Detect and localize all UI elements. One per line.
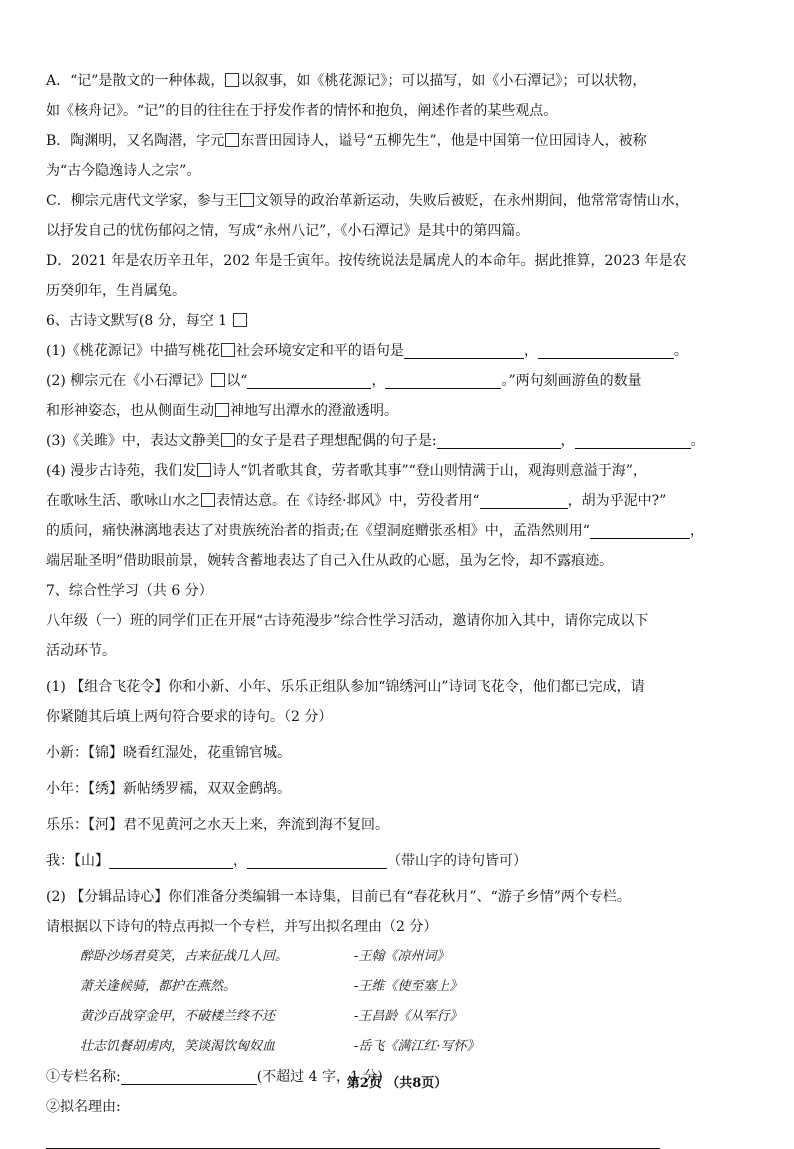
feihua-me: 我：【山】 ， （带山字的诗句皆可）	[46, 846, 754, 876]
feihua-xiaoxin: 小新：【锦】晓看红湿处，花重锦官城。	[46, 745, 291, 761]
q6-item-2: (2) 柳宗元在《小石潭记》 以“ ， 。”两句刻画游鱼的数量	[46, 366, 754, 396]
page-content	[46, 66, 754, 1149]
illegible-char	[225, 73, 239, 87]
answer-blank[interactable]	[575, 430, 691, 449]
illegible-char	[240, 193, 254, 207]
column-name-row: ①专栏名称: (不超过 4 字，1 分)	[46, 1062, 754, 1092]
illegible-char	[221, 343, 235, 357]
answer-blank[interactable]	[247, 370, 371, 389]
q6-item-4-cont-1: 在歌咏生活、歌咏山水之 表情达意。在《诗经·邶风》中，劳役者用“ ，胡为乎泥中?”	[46, 486, 754, 516]
option-b-cont: 为“古今隐逸诗人之宗”。	[46, 163, 201, 179]
answer-blank[interactable]	[247, 850, 387, 869]
option-a: A．“记”是散文的一种体裁， 以叙事，如《桃花源记》；可以描写，如《小石潭记》；可以状物，	[46, 73, 647, 89]
poem-line: 黄沙百战穿金甲，不破楼兰终不还 -王昌龄《从军行》	[80, 1009, 463, 1024]
illegible-char	[197, 463, 211, 477]
q6-item-4: (4) 漫步古诗苑，我们发 诗人“饥者歌其食，劳者歌其事”“登山则情满于山，观海则意溢于海”，	[46, 463, 647, 479]
q7-sub-1: (1) 【组合飞花令】你和小新、小年、乐乐正组队参加“锦绣河山”诗词飞花令，他们都已完成，请	[46, 679, 645, 695]
option-d-cont: 历癸卯年，生肖属兔。	[46, 283, 186, 299]
option-a-cont: 如《核舟记》。“记”的目的往往在于抒发作者的情怀和抱负，阐述作者的某些观点。	[46, 103, 558, 119]
feihua-xiaonian: 小年：【绣】新帖绣罗襦，双双金鹧鸪。	[46, 781, 291, 797]
q7-sub-2: (2) 【分辑品诗心】你们准备分类编辑一本诗集，目前已有“春花秋月”、“游子乡情”两个专栏。	[46, 889, 631, 905]
answer-blank[interactable]	[404, 340, 524, 359]
q7-title: 7、综合性学习（共 6 分）	[46, 583, 213, 599]
answer-blank[interactable]	[590, 520, 690, 539]
illegible-char	[221, 433, 235, 447]
feihua-lele: 乐乐：【河】君不见黄河之水天上来，奔流到海不复回。	[46, 817, 389, 833]
illegible-char	[225, 133, 239, 147]
q7-intro-cont: 活动环节。	[46, 643, 116, 659]
option-d: D．2021 年是农历辛丑年，202 年是壬寅年。按传统说法是属虎人的本命年。据此推算，2023 年是农	[46, 253, 687, 269]
poem-line: 萧关逢候骑，都护在燕然。 -王维《使至塞上》	[80, 979, 463, 994]
poem-list	[46, 942, 754, 1062]
q6-item-4-cont-2: 的质问，痛快淋漓地表达了对贵族统治者的指责;在《望洞庭赠张丞相》中，孟浩然则用“ ，	[46, 516, 754, 546]
illegible-char	[215, 403, 229, 417]
answer-blank[interactable]	[480, 490, 568, 509]
q7-sub-2-cont: 请根据以下诗句的特点再拟一个专栏，并写出拟名理由（2 分）	[46, 919, 438, 935]
reason-row: ②拟名理由:	[46, 1099, 121, 1115]
q7-sub-1-cont: 你紧随其后填上两句符合要求的诗句。（2 分）	[46, 709, 333, 725]
page-footer: 第2页 （共8页）	[346, 1076, 448, 1091]
illegible-char	[201, 493, 215, 507]
q6-item-3: (3)《关雎》中，表达文静美 的女子是君子理想配偶的句子是: ， 。	[46, 426, 754, 456]
answer-blank[interactable]	[437, 430, 561, 449]
answer-blank[interactable]	[385, 370, 501, 389]
q6-item-1: (1)《桃花源记》中描写桃花 社会环境安定和平的语句是 ， 。	[46, 336, 754, 366]
option-c: C．柳宗元唐代文学家，参与王 文领导的政治革新运动，失败后被贬，在永州期间，他常常寄情山水，	[46, 193, 689, 209]
option-b: B．陶渊明，又名陶潜，字元 东晋田园诗人，谥号“五柳先生”，他是中国第一位田园诗人，被称	[46, 133, 647, 149]
answer-blank[interactable]	[109, 850, 233, 869]
q7-intro: 八年级（一）班的同学们正在开展“古诗苑漫步”综合性学习活动，邀请你加入其中，请你完成以下	[46, 613, 649, 629]
poem-line: 醉卧沙场君莫笑，古来征战几人回。 -王翰《凉州词》	[80, 949, 450, 964]
poem-line: 壮志饥餐胡虏肉，笑谈渴饮匈奴血 -岳飞《满江红·写怀》	[80, 1039, 480, 1054]
answer-blank[interactable]	[538, 340, 674, 359]
option-c-cont: 以抒发自己的忧伤郁闷之情，写成“永州八记”，《小石潭记》是其中的第四篇。	[46, 223, 530, 239]
q6-title: 6、古诗文默写(8 分，每空 1	[46, 306, 754, 336]
illegible-char	[211, 373, 225, 387]
q6-item-2-cont: 和形神姿态，也从侧面生动 神地写出潭水的澄澈透明。	[46, 403, 398, 419]
illegible-char	[233, 313, 247, 327]
q6-item-4-cont-3: 端居耻圣明”借助眼前景，婉转含蓄地表达了自己入仕从政的心愿，虽为乞怜，却不露痕迹。	[46, 553, 614, 569]
